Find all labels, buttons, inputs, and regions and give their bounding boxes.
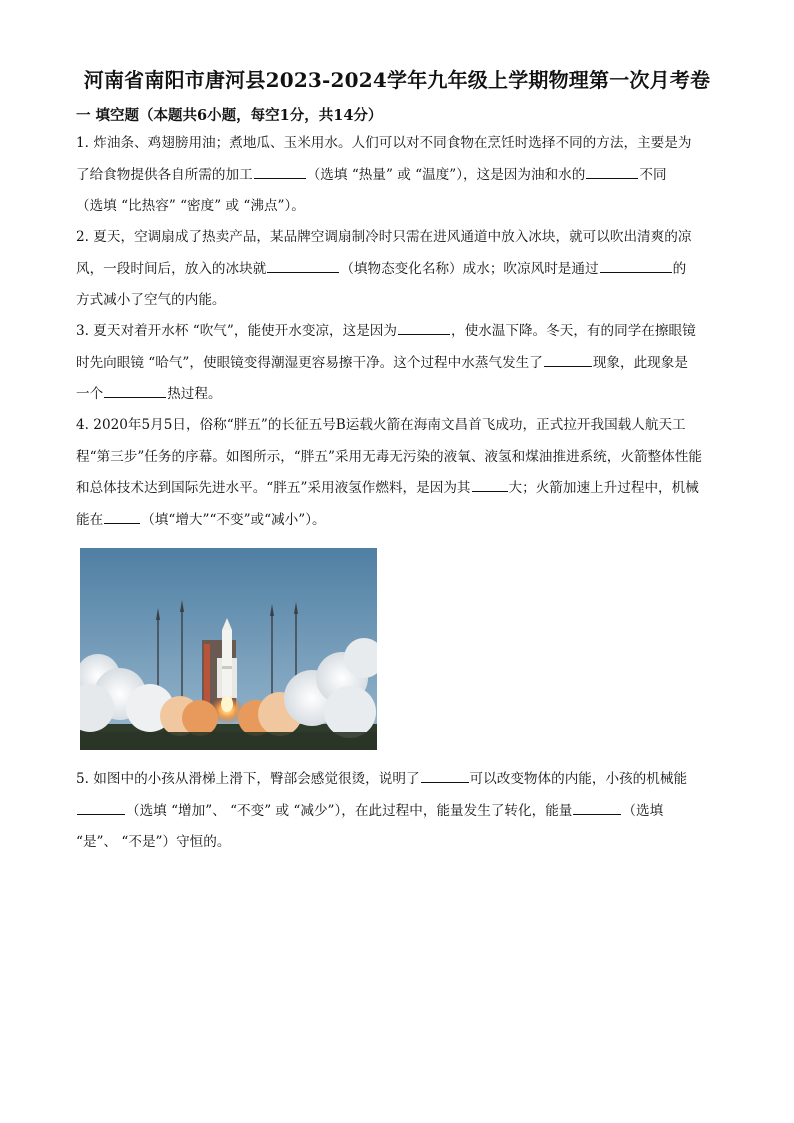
- question-3: [76, 316, 718, 411]
- answer-blank[interactable]: [77, 799, 125, 815]
- question-line: （选填 “增加”、 “不变” 或 “减少”），在此过程中，能量发生了转化，能量 （选填: [76, 796, 718, 828]
- question-4: [76, 410, 718, 536]
- rocket-launch-photo: [80, 548, 377, 750]
- question-line: 和总体技术达到国际先进水平。“胖五”采用液氢作燃料，是因为其 大；火箭加速上升过程中，机械: [76, 473, 718, 505]
- answer-blank[interactable]: [398, 319, 450, 335]
- question-line: 1. 炸油条、鸡翅膀用油；煮地瓜、玉米用水。人们可以对不同食物在烹饪时选择不同的方法，主要是为: [76, 135, 692, 151]
- exam-title: 河南省南阳市唐河县2023-2024学年九年级上学期物理第一次月考卷: [83, 68, 711, 92]
- answer-blank[interactable]: [573, 799, 621, 815]
- question-line: 方式减小了空气的内能。: [76, 292, 226, 308]
- answer-blank[interactable]: [472, 476, 508, 492]
- question-line: 了给食物提供各自所需的加工 （选填 “热量” 或 “温度”），这是因为油和水的 不同: [76, 160, 718, 192]
- question-5: [76, 764, 718, 859]
- question-line: 2. 夏天，空调扇成了热卖产品，某品牌空调扇制冷时只需在进风通道中放入冰块，就可以吹出清爽的凉: [76, 229, 692, 245]
- answer-blank[interactable]: [104, 382, 166, 398]
- question-line: 5. 如图中的小孩从滑梯上滑下，臀部会感觉很烫，说明了 可以改变物体的内能，小孩的机械能: [76, 764, 718, 796]
- question-line: 一个 热过程。: [76, 379, 718, 411]
- section-header: 一 填空题（本题共6小题，每空1分，共14分）: [76, 107, 383, 124]
- answer-blank[interactable]: [421, 767, 469, 783]
- question-2: [76, 222, 718, 317]
- question-line: 3. 夏天对着开水杯 “吹气”，能使开水变凉，这是因为 ，使水温下降。冬天，有的同学在擦眼镜: [76, 316, 718, 348]
- question-1: [76, 128, 718, 223]
- answer-blank[interactable]: [104, 508, 140, 524]
- answer-blank[interactable]: [267, 257, 339, 273]
- answer-blank[interactable]: [600, 257, 672, 273]
- answer-blank[interactable]: [544, 351, 592, 367]
- question-line: 时先向眼镜 “哈气”，使眼镜变得潮湿更容易擦干净。这个过程中水蒸气发生了 现象，此现象是: [76, 348, 718, 380]
- question-line: “是”、 “不是”）守恒的。: [76, 834, 231, 850]
- question-line: 风，一段时间后，放入的冰块就 （填物态变化名称）成水；吹凉风时是通过 的: [76, 254, 718, 286]
- question-line: 4. 2020年5月5日，俗称“胖五”的长征五号B运载火箭在海南文昌首飞成功，正式拉开我国载人航天工: [76, 417, 686, 433]
- answer-blank[interactable]: [254, 163, 306, 179]
- rocket-launch-illustration: [80, 548, 377, 750]
- question-line: 程“第三步”任务的序幕。如图所示，“胖五”采用无毒无污染的液氧、液氢和煤油推进系统，火箭整体性能: [76, 448, 702, 465]
- answer-blank[interactable]: [586, 163, 638, 179]
- question-line: 能在 （填“增大”“不变”或“减小”）。: [76, 505, 718, 537]
- question-line: （选填 “比热容” “密度” 或 “沸点”）。: [76, 198, 305, 214]
